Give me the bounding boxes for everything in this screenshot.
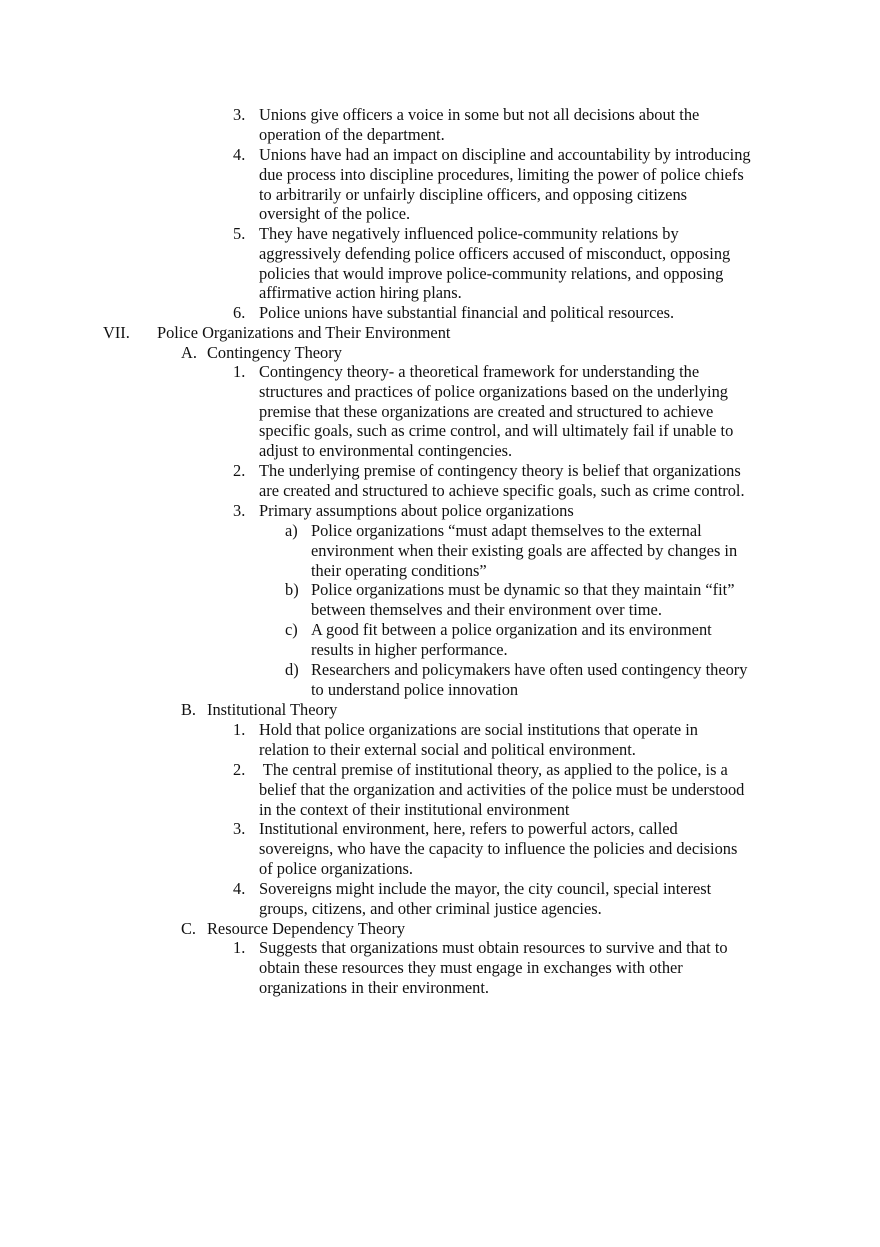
item-text-line: operation of the department. [259, 124, 445, 144]
subitem-text-line: between themselves and their environment over time. [311, 599, 662, 619]
item-number: 3. [233, 819, 246, 838]
item-number: 1. [233, 938, 246, 957]
subitem-text-line: their operating conditions” [311, 560, 487, 580]
item-text-line: of police organizations. [259, 858, 413, 878]
item-number: 3. [233, 501, 246, 520]
item-text-line: Unions have had an impact on discipline and accountability by introducing [259, 145, 751, 164]
item-text-line: belief that the organization and activities of the police must be understood [259, 779, 745, 799]
item-text-line: affirmative action hiring plans. [259, 283, 462, 303]
item-text-line: The underlying premise of contingency theory is belief that organizations [259, 461, 741, 480]
item-text-line: structures and practices of police organizations based on the underlying [259, 381, 728, 401]
subitem-letter: c) [285, 620, 298, 639]
item-number: 4. [233, 879, 246, 898]
item-text-line: aggressively defending police officers accused of misconduct, opposing [259, 243, 731, 263]
item-number: 1. [233, 362, 246, 381]
subitem-text-line: Researchers and policymakers have often used contingency theory [311, 660, 748, 679]
item-text-line: adjust to environmental contingencies. [259, 441, 513, 461]
subitem-letter: a) [285, 521, 298, 540]
item-text-line: groups, citizens, and other criminal justice agencies. [259, 898, 602, 918]
subsection-letter: C. [181, 919, 197, 938]
subitem-letter: d) [285, 660, 299, 679]
item-text-line: Hold that police organizations are social institutions that operate in [259, 720, 698, 739]
item-text-line: Sovereigns might include the mayor, the city council, special interest [259, 879, 712, 898]
item-text-line: relation to their external social and political environment. [259, 739, 636, 759]
item-text-line: premise that these organizations are created and structured to achieve [259, 401, 714, 421]
subitem-text-line: Police organizations must be dynamic so that they maintain “fit” [311, 580, 735, 599]
item-text-line: They have negatively influenced police-community relations by [259, 224, 679, 243]
subsection-title: Institutional Theory [207, 700, 338, 719]
item-text-line: in the context of their institutional environment [259, 799, 570, 819]
item-text-line: Suggests that organizations must obtain resources to survive and that to [259, 938, 728, 957]
item-text-line: specific goals, such as crime control, and will ultimately fail if unable to [259, 421, 734, 441]
subsection-letter: A. [181, 343, 197, 362]
subitem-text-line: environment when their existing goals are affected by changes in [311, 540, 738, 560]
item-number: 3. [233, 105, 246, 124]
item-number: 2. [233, 461, 246, 480]
item-number: 6. [233, 303, 246, 322]
item-number: 1. [233, 720, 246, 739]
item-text-line: organizations in their environment. [259, 977, 490, 997]
item-number: 2. [233, 760, 246, 779]
subitem-text-line: Police organizations “must adapt themselves to the external [311, 521, 702, 540]
item-text-line: to arbitrarily or unfairly discipline officers, and opposing citizens [259, 184, 688, 204]
item-text-line: Police unions have substantial financial and political resources. [259, 303, 675, 322]
subsection-title: Resource Dependency Theory [207, 919, 406, 938]
item-text-line: Unions give officers a voice in some but not all decisions about the [259, 105, 700, 124]
item-text-line: sovereigns, who have the capacity to influence the policies and decisions [259, 838, 738, 858]
item-text-line: policies that would improve police-community relations, and opposing [259, 263, 724, 283]
item-text-line: Contingency theory- a theoretical framework for understanding the [259, 362, 700, 381]
section-title: Police Organizations and Their Environment [157, 323, 451, 342]
item-text-line: Institutional environment, here, refers to powerful actors, called [259, 819, 678, 838]
item-number: 5. [233, 224, 246, 243]
subitem-text-line: results in higher performance. [311, 639, 508, 659]
item-text-line: are created and structured to achieve specific goals, such as crime control. [259, 480, 745, 500]
item-text-line: due process into discipline procedures, limiting the power of police chiefs [259, 164, 744, 184]
section-number: VII. [103, 323, 130, 342]
item-text-line: The central premise of institutional theory, as applied to the police, is a [259, 760, 728, 779]
subsection-title: Contingency Theory [207, 343, 342, 362]
subitem-text-line: to understand police innovation [311, 679, 519, 699]
subitem-text-line: A good fit between a police organization and its environment [311, 620, 712, 639]
item-number: 4. [233, 145, 246, 164]
item-text-line: oversight of the police. [259, 204, 411, 224]
item-text-line: obtain these resources they must engage in exchanges with other [259, 957, 683, 977]
subsection-letter: B. [181, 700, 197, 719]
item-text-line: Primary assumptions about police organizations [259, 501, 574, 520]
subitem-letter: b) [285, 580, 299, 599]
